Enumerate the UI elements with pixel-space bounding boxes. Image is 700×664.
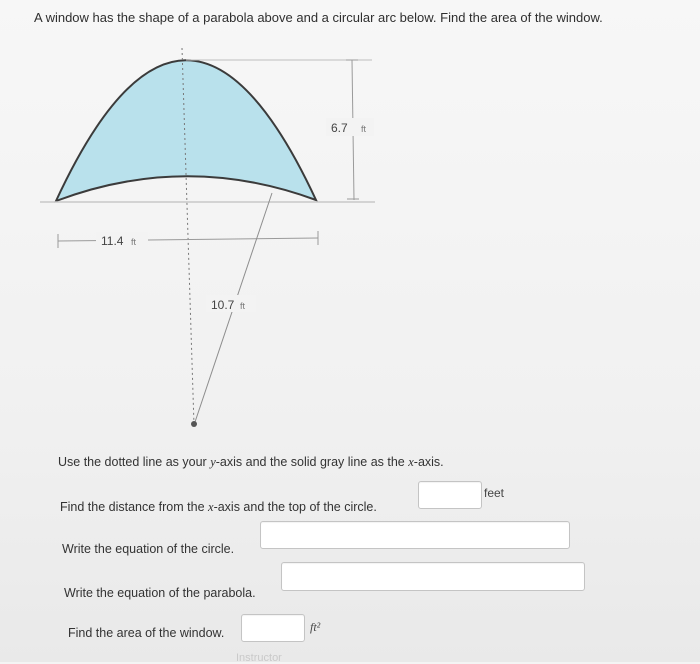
height-unit: ft bbox=[361, 124, 367, 134]
distance-prompt: Find the distance from the x-axis and the top of the circle. bbox=[60, 500, 377, 514]
radius-label: 10.7 bbox=[211, 298, 235, 312]
height-label: 6.7 bbox=[331, 121, 348, 135]
area-prompt: Find the area of the window. bbox=[68, 626, 225, 640]
circle-equation-input[interactable] bbox=[260, 521, 570, 549]
parabola-equation-input[interactable] bbox=[281, 562, 585, 591]
circle-center-dot bbox=[191, 421, 197, 427]
area-unit: ft² bbox=[310, 620, 321, 634]
instructor-link-partial[interactable]: Instructor bbox=[236, 652, 282, 664]
width-label: 11.4 bbox=[101, 234, 124, 248]
distance-answer-input[interactable] bbox=[418, 481, 482, 509]
axes-instruction: Use the dotted line as your y-axis and the solid gray line as the x-axis. bbox=[58, 455, 444, 469]
width-unit: ft bbox=[131, 237, 137, 247]
problem-statement: A window has the shape of a parabola above and a circular arc below. Find the area of the window. bbox=[34, 10, 603, 25]
parabola-prompt: Write the equation of the parabola. bbox=[64, 586, 256, 600]
area-answer-input[interactable] bbox=[241, 614, 305, 642]
radius-unit: ft bbox=[240, 301, 246, 311]
distance-unit: feet bbox=[484, 486, 505, 500]
circle-prompt: Write the equation of the circle. bbox=[62, 542, 235, 556]
